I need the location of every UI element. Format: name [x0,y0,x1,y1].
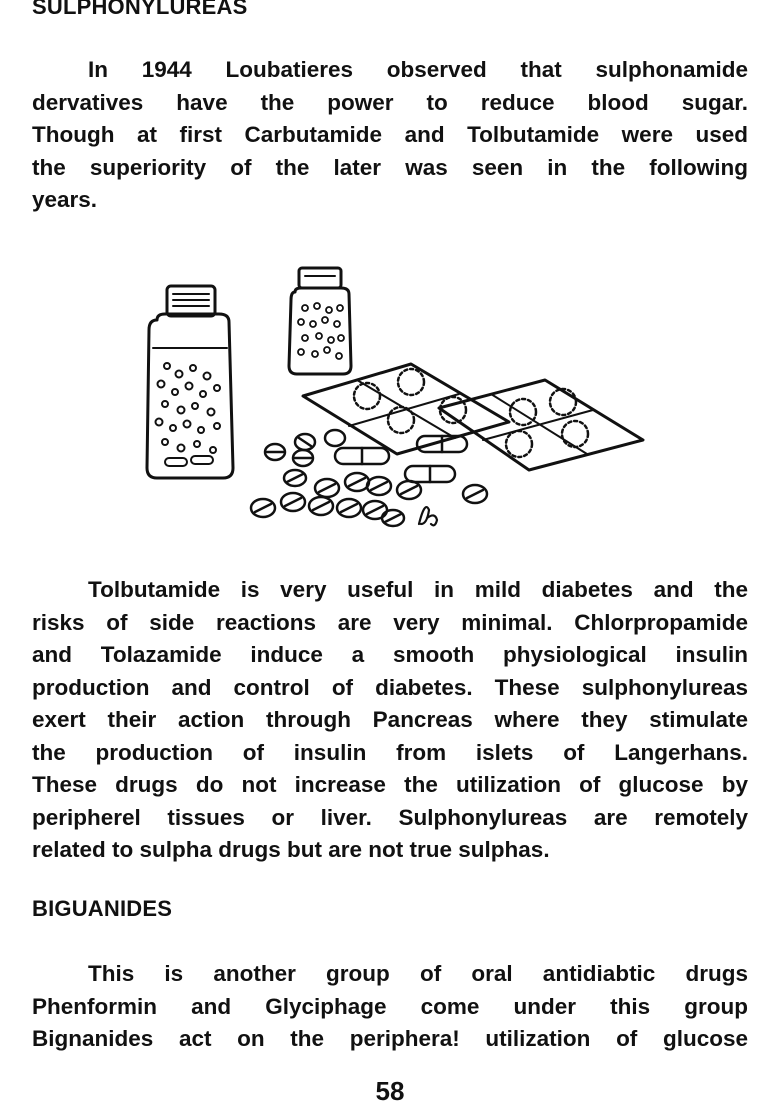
text-line: the superiority of the later was seen in the following [32,154,748,180]
text-line: In 1944 Loubatieres observed that sulphonamide [88,57,748,82]
text-line: years. [32,187,98,212]
large-pill-bottle-icon [147,286,233,478]
text-line: production and control of diabetes. These sulphonylureas [32,674,748,700]
text-line: risks of side reactions are very minimal. Chlorpropamide [32,609,748,635]
text-line: Phenformin and Glyciphage come under this group [32,993,748,1019]
text-line: exert their action through Pancreas where they stimulate [32,707,748,732]
text-line: dervatives have the power to reduce blood sugar. [32,89,748,115]
text-line: Tolbutamide is very useful in mild diabetes and the [88,577,748,602]
text-line: related to sulpha drugs but are not true sulphas. [32,837,550,862]
page-number: 58 [375,1076,405,1106]
section-heading-biguanides: BIGUANIDES [32,896,173,921]
text-line: the production of insulin from islets of Langerhans. [32,739,748,765]
text-line: This is another group of oral antidiabtic drugs [88,961,748,986]
paragraph-loubatieres [32,54,748,217]
artist-signature-icon [419,507,437,525]
blister-pack-icon [303,364,643,470]
text-line: and Tolazamide induce a smooth physiological insulin [32,642,748,667]
paragraph-tolbutamide [32,574,748,867]
text-line: Though at first Carbutamide and Tolbutamide were used [32,122,748,147]
tablet-icon [251,430,487,526]
text-line: Bignanides act on the periphera! utilization of glucose [32,1026,748,1051]
paragraph-biguanides [32,958,748,1056]
text-line: peripherel tissues or liver. Sulphonylureas are remotely [32,804,748,830]
small-pill-bottle-icon [289,268,351,374]
capsule-icon [335,436,467,482]
text-line: These drugs do not increase the utilization of glucose by [32,772,748,797]
section-heading-sulphonylureas: SULPHONYLUREAS [32,0,248,19]
pill-bottles-and-tablets-icon [135,262,655,534]
